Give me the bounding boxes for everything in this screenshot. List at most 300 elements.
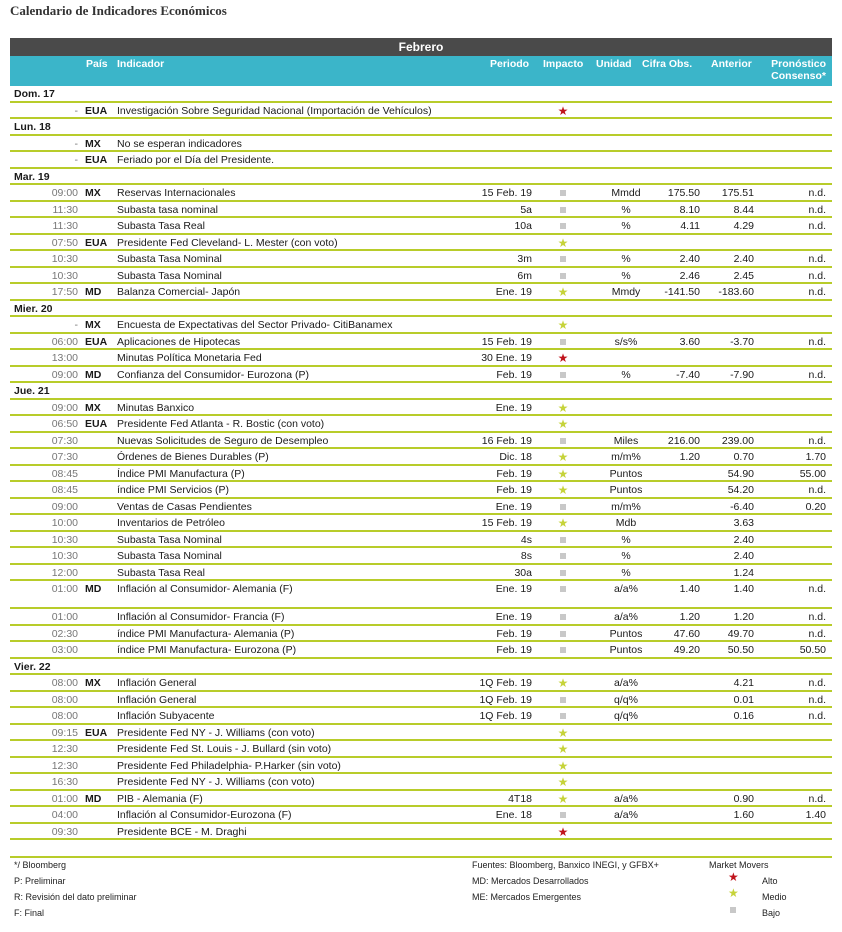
unit-cell: s/s% bbox=[614, 335, 638, 348]
table-row bbox=[10, 103, 832, 120]
period-cell: 1Q Feb. 19 bbox=[479, 710, 532, 722]
cifra-cell: 1.20 bbox=[679, 451, 700, 463]
impact-cell bbox=[556, 825, 570, 841]
unit-cell: a/a% bbox=[614, 583, 638, 595]
unit-cell: % bbox=[621, 368, 631, 381]
low-impact-square-icon bbox=[560, 438, 566, 444]
pronostico-cell: n.d. bbox=[808, 368, 826, 381]
indicator-cell: Ventas de Casas Pendientes bbox=[117, 500, 252, 513]
unit-cell: a/a% bbox=[614, 792, 638, 805]
pronostico-cell: n.d. bbox=[808, 583, 826, 595]
table-row bbox=[10, 136, 832, 153]
pronostico-cell: 1.70 bbox=[805, 451, 826, 463]
table-row bbox=[10, 824, 832, 841]
pronostico-cell: n.d. bbox=[808, 611, 826, 623]
impact-cell bbox=[556, 318, 570, 334]
footer-me: ME: Mercados Emergentes bbox=[472, 892, 582, 902]
unit-cell: a/a% bbox=[614, 677, 638, 689]
calendar-table bbox=[10, 38, 832, 840]
anterior-cell: 4.29 bbox=[733, 220, 754, 232]
indicator-cell: Presidente BCE - M. Draghi bbox=[117, 825, 247, 838]
indicator-cell: Encuesta de Expectativas del Sector Privado- CitiBanamex bbox=[117, 319, 393, 331]
table-row bbox=[10, 317, 832, 334]
unit-cell: % bbox=[621, 533, 631, 546]
anterior-cell: 1.20 bbox=[733, 611, 754, 623]
time-cell: 12:30 bbox=[51, 743, 78, 755]
period-cell: 10a bbox=[514, 220, 532, 232]
anterior-cell: 2.40 bbox=[733, 253, 754, 265]
indicator-cell: Órdenes de Bienes Durables (P) bbox=[117, 451, 269, 463]
low-impact-square-icon bbox=[560, 812, 566, 818]
indicator-cell: índice PMI Servicios (P) bbox=[117, 484, 230, 496]
impact-cell bbox=[556, 335, 570, 350]
unit-cell: q/q% bbox=[614, 710, 638, 722]
time-cell: 06:50 bbox=[51, 418, 78, 430]
anterior-cell: 54.20 bbox=[727, 484, 754, 496]
medium-impact-star-icon: ★ bbox=[557, 285, 569, 299]
table-row bbox=[10, 185, 832, 202]
pronostico-cell: n.d. bbox=[808, 434, 826, 447]
time-cell: 12:00 bbox=[51, 566, 78, 579]
indicator-cell: Subasta Tasa Nominal bbox=[117, 550, 222, 562]
high-impact-star-icon: ★ bbox=[557, 824, 569, 839]
medium-impact-star-icon: ★ bbox=[557, 742, 569, 756]
unit-cell: % bbox=[621, 253, 631, 265]
table-row bbox=[10, 482, 832, 499]
col-impacto: Impacto bbox=[543, 58, 584, 70]
table-row bbox=[10, 334, 832, 351]
table-row bbox=[10, 218, 832, 235]
country-cell: EUA bbox=[85, 335, 108, 348]
time-cell: 07:50 bbox=[51, 236, 78, 249]
indicator-cell: Investigación Sobre Seguridad Nacional (Importación de Vehículos) bbox=[117, 104, 432, 117]
period-cell: 3m bbox=[517, 253, 532, 265]
table-row bbox=[10, 202, 832, 219]
time-cell: 06:00 bbox=[51, 335, 78, 348]
anterior-cell: 50.50 bbox=[727, 644, 754, 656]
anterior-cell: 4.21 bbox=[733, 677, 754, 689]
country-cell: MD bbox=[85, 368, 102, 381]
impact-cell bbox=[556, 500, 570, 515]
period-cell: 1Q Feb. 19 bbox=[479, 693, 532, 706]
time-cell: - bbox=[74, 319, 78, 331]
impact-cell bbox=[556, 582, 570, 597]
unit-cell: q/q% bbox=[614, 693, 638, 706]
unit-cell: Puntos bbox=[609, 467, 643, 480]
indicator-cell: Inflación al Consumidor- Francia (F) bbox=[117, 611, 285, 623]
period-cell: 6m bbox=[517, 269, 532, 282]
table-row bbox=[10, 532, 832, 549]
low-impact-square-icon bbox=[560, 273, 566, 279]
low-impact-square-icon bbox=[560, 372, 566, 378]
pronostico-cell: n.d. bbox=[808, 253, 826, 265]
unit-cell: % bbox=[621, 566, 631, 579]
table-row bbox=[10, 758, 832, 775]
country-cell: MD bbox=[85, 286, 102, 298]
anterior-cell: -183.60 bbox=[718, 286, 754, 298]
time-cell: 10:30 bbox=[51, 550, 78, 562]
impact-cell bbox=[556, 368, 570, 383]
pronostico-cell: n.d. bbox=[808, 677, 826, 689]
table-row bbox=[10, 367, 832, 384]
indicator-cell: No se esperan indicadores bbox=[117, 137, 242, 150]
unit-cell: Puntos bbox=[609, 644, 643, 656]
period-cell: 30a bbox=[514, 566, 532, 579]
impact-cell bbox=[556, 566, 570, 581]
time-cell: 08:00 bbox=[51, 710, 78, 722]
pronostico-cell: n.d. bbox=[808, 220, 826, 232]
anterior-cell: 8.44 bbox=[733, 203, 754, 216]
country-cell: EUA bbox=[85, 726, 108, 739]
col-unidad: Unidad bbox=[596, 58, 632, 70]
period-cell: 15 Feb. 19 bbox=[481, 335, 532, 348]
table-row bbox=[10, 581, 832, 609]
time-cell: 09:00 bbox=[51, 368, 78, 381]
anterior-cell: -7.90 bbox=[730, 368, 754, 381]
country-cell: EUA bbox=[85, 154, 108, 166]
anterior-cell: 1.24 bbox=[733, 566, 754, 579]
low-impact-square-icon bbox=[560, 207, 566, 213]
time-cell: 01:00 bbox=[51, 611, 78, 623]
high-impact-star-icon: ★ bbox=[557, 103, 569, 118]
table-row bbox=[10, 466, 832, 483]
time-cell: 08:45 bbox=[51, 484, 78, 496]
impact-cell bbox=[556, 742, 570, 758]
medium-impact-star-icon: ★ bbox=[557, 318, 569, 332]
low-impact-square-icon bbox=[560, 697, 566, 703]
time-cell: 01:00 bbox=[51, 792, 78, 805]
period-cell: Feb. 19 bbox=[496, 467, 532, 480]
anterior-cell: 2.40 bbox=[733, 550, 754, 562]
time-cell: 13:00 bbox=[51, 352, 78, 364]
impact-cell bbox=[556, 808, 570, 823]
time-cell: 03:00 bbox=[51, 644, 78, 656]
indicator-cell: Subasta Tasa Nominal bbox=[117, 253, 222, 265]
indicator-cell: Subasta tasa nominal bbox=[117, 203, 218, 216]
cifra-cell: 8.10 bbox=[679, 203, 700, 216]
country-cell: MX bbox=[85, 401, 101, 414]
table-row bbox=[10, 675, 832, 692]
impact-cell bbox=[556, 269, 570, 284]
period-cell: 30 Ene. 19 bbox=[481, 352, 532, 364]
table-row bbox=[10, 626, 832, 643]
indicator-cell: Confianza del Consumidor- Eurozona (P) bbox=[117, 368, 310, 381]
anterior-cell: -3.70 bbox=[730, 335, 754, 348]
indicator-cell: Inventarios de Petróleo bbox=[117, 517, 225, 529]
indicator-cell: Aplicaciones de Hipotecas bbox=[117, 335, 241, 348]
pronostico-cell: n.d. bbox=[808, 484, 826, 496]
time-cell: 07:30 bbox=[51, 451, 78, 463]
time-cell: - bbox=[74, 104, 78, 117]
impact-cell bbox=[556, 610, 570, 625]
period-cell: Feb. 19 bbox=[496, 627, 532, 640]
time-cell: 12:30 bbox=[51, 759, 78, 772]
indicator-cell: Inflación General bbox=[117, 677, 197, 689]
anterior-cell: 49.70 bbox=[727, 627, 754, 640]
impact-cell bbox=[556, 401, 570, 417]
pronostico-cell: 1.40 bbox=[805, 809, 826, 821]
period-cell: Ene. 19 bbox=[495, 401, 532, 414]
impact-cell bbox=[556, 549, 570, 564]
impact-cell bbox=[556, 709, 570, 724]
day-label: Mier. 20 bbox=[10, 301, 832, 318]
time-cell: 07:30 bbox=[51, 434, 78, 447]
cifra-cell: 216.00 bbox=[667, 434, 700, 447]
medium-impact-star-icon: ★ bbox=[557, 775, 569, 789]
anterior-cell: -6.40 bbox=[730, 500, 754, 513]
unit-cell: m/m% bbox=[611, 451, 641, 463]
unit-cell: Mmdd bbox=[611, 187, 641, 199]
medium-impact-star-icon: ★ bbox=[557, 676, 569, 690]
period-cell: Ene. 19 bbox=[495, 286, 532, 298]
medium-impact-star-icon: ★ bbox=[557, 417, 569, 431]
indicator-cell: Presidente Fed St. Louis - J. Bullard (sin voto) bbox=[117, 743, 332, 755]
impact-cell bbox=[556, 792, 570, 808]
medium-impact-star-icon: ★ bbox=[557, 235, 569, 250]
indicator-cell: Presidente Fed Philadelphia- P.Harker (sin voto) bbox=[117, 759, 341, 772]
indicator-cell: Índice PMI Manufactura (P) bbox=[117, 467, 245, 480]
low-impact-square-icon bbox=[560, 504, 566, 510]
table-row bbox=[10, 400, 832, 417]
low-impact-square-icon bbox=[560, 647, 566, 653]
anterior-cell: 0.90 bbox=[733, 792, 754, 805]
indicator-cell: Subasta Tasa Nominal bbox=[117, 533, 222, 546]
table-row bbox=[10, 791, 832, 808]
time-cell: 02:30 bbox=[51, 627, 78, 640]
cifra-cell: -7.40 bbox=[676, 368, 700, 381]
cifra-cell: 2.40 bbox=[679, 253, 700, 265]
time-cell: 11:30 bbox=[52, 220, 78, 232]
low-impact-square-icon bbox=[560, 537, 566, 543]
impact-cell bbox=[556, 643, 570, 658]
page-title: Calendario de Indicadores Económicos bbox=[10, 3, 227, 18]
legend-medium-star-icon: ★ bbox=[728, 886, 739, 900]
table-row bbox=[10, 350, 832, 367]
indicator-cell: Minutas Banxico bbox=[117, 401, 195, 414]
pronostico-cell: n.d. bbox=[808, 203, 826, 216]
pronostico-cell: 50.50 bbox=[799, 644, 826, 656]
anterior-cell: 239.00 bbox=[721, 434, 754, 447]
anterior-cell: 2.45 bbox=[733, 269, 754, 282]
impact-cell bbox=[556, 726, 570, 742]
cifra-cell: 47.60 bbox=[673, 627, 700, 640]
unit-cell: Puntos bbox=[609, 627, 643, 640]
legend-low-square-icon bbox=[730, 907, 736, 913]
table-row bbox=[10, 807, 832, 824]
cifra-cell: -141.50 bbox=[664, 286, 700, 298]
table-row bbox=[10, 152, 832, 169]
pronostico-cell: n.d. bbox=[808, 187, 826, 199]
unit-cell: Mmdy bbox=[611, 286, 641, 298]
medium-impact-star-icon: ★ bbox=[557, 450, 569, 464]
table-header bbox=[10, 56, 832, 86]
impact-cell bbox=[556, 417, 570, 433]
period-cell: 4s bbox=[520, 533, 532, 546]
table-row bbox=[10, 774, 832, 791]
impact-cell bbox=[556, 104, 570, 120]
country-cell: MX bbox=[85, 137, 101, 150]
unit-cell: Puntos bbox=[609, 484, 643, 496]
col-indicador: Indicador bbox=[117, 58, 165, 70]
unit-cell: % bbox=[621, 220, 631, 232]
period-cell: 15 Feb. 19 bbox=[481, 517, 532, 529]
time-cell: 09:00 bbox=[51, 187, 78, 199]
unit-cell: % bbox=[621, 203, 631, 216]
country-cell: MD bbox=[85, 792, 102, 805]
cifra-cell: 1.20 bbox=[679, 611, 700, 623]
indicator-cell: Presidente Fed Cleveland- L. Mester (con voto) bbox=[117, 236, 338, 249]
pronostico-cell: n.d. bbox=[808, 286, 826, 298]
indicator-cell: Inflación General bbox=[117, 693, 197, 706]
table-row bbox=[10, 642, 832, 659]
indicator-cell: Presidente Fed Atlanta - R. Bostic (con voto) bbox=[117, 418, 325, 430]
footer-fuentes: Fuentes: Bloomberg, Banxico INEGI, y GFBX+ bbox=[472, 860, 659, 870]
table-row bbox=[10, 251, 832, 268]
time-cell: 08:00 bbox=[51, 677, 78, 689]
table-body bbox=[10, 86, 832, 840]
impact-cell bbox=[556, 676, 570, 692]
impact-cell bbox=[556, 434, 570, 449]
anterior-cell: 0.01 bbox=[733, 693, 754, 706]
legend-high-star-icon: ★ bbox=[728, 870, 739, 884]
impact-cell bbox=[556, 627, 570, 642]
pronostico-cell: n.d. bbox=[808, 269, 826, 282]
cifra-cell: 2.46 bbox=[679, 269, 700, 282]
impact-cell bbox=[556, 775, 570, 791]
period-cell: Feb. 19 bbox=[496, 644, 532, 656]
impact-cell bbox=[556, 219, 570, 234]
table-row bbox=[10, 692, 832, 709]
day-label: Dom. 17 bbox=[10, 86, 832, 103]
medium-impact-star-icon: ★ bbox=[557, 516, 569, 530]
time-cell: 10:30 bbox=[51, 253, 78, 265]
impact-cell bbox=[556, 236, 570, 252]
medium-impact-star-icon: ★ bbox=[557, 725, 569, 740]
time-cell: 17:50 bbox=[51, 286, 78, 298]
anterior-cell: 1.40 bbox=[733, 583, 754, 595]
note-bloomberg: */ Bloomberg bbox=[14, 860, 67, 870]
indicator-cell: PIB - Alemania (F) bbox=[117, 792, 203, 805]
indicator-cell: Minutas Política Monetaria Fed bbox=[117, 352, 262, 364]
cifra-cell: 1.40 bbox=[679, 583, 700, 595]
indicator-cell: Subasta Tasa Nominal bbox=[117, 269, 222, 282]
anterior-cell: 1.60 bbox=[733, 809, 754, 821]
period-cell: Ene. 18 bbox=[495, 809, 532, 821]
impact-cell bbox=[556, 252, 570, 267]
anterior-cell: 0.70 bbox=[733, 451, 754, 463]
period-cell: 15 Feb. 19 bbox=[481, 187, 532, 199]
pronostico-cell: n.d. bbox=[808, 693, 826, 706]
period-cell: 4T18 bbox=[508, 792, 532, 805]
country-cell: MD bbox=[85, 583, 102, 595]
table-row bbox=[10, 416, 832, 433]
month-bar: Febrero bbox=[10, 38, 832, 56]
pronostico-cell: n.d. bbox=[808, 335, 826, 348]
cifra-cell: 49.20 bbox=[673, 644, 700, 656]
period-cell: Ene. 19 bbox=[495, 500, 532, 513]
time-cell: 16:30 bbox=[51, 776, 78, 788]
indicator-cell: Presidente Fed NY - J. Williams (con voto) bbox=[117, 726, 315, 739]
impact-cell bbox=[556, 203, 570, 218]
time-cell: 09:15 bbox=[51, 726, 78, 739]
col-consenso: Consenso* bbox=[771, 70, 826, 82]
table-row bbox=[10, 609, 832, 626]
day-label: Vier. 22 bbox=[10, 659, 832, 676]
unit-cell: % bbox=[621, 550, 631, 562]
period-cell: 8s bbox=[520, 550, 532, 562]
medium-impact-star-icon: ★ bbox=[557, 758, 569, 773]
low-impact-square-icon bbox=[560, 713, 566, 719]
pronostico-cell: n.d. bbox=[808, 710, 826, 722]
low-impact-square-icon bbox=[560, 553, 566, 559]
table-row bbox=[10, 725, 832, 742]
pronostico-cell: 0.20 bbox=[805, 500, 826, 513]
table-row bbox=[10, 565, 832, 582]
medium-impact-star-icon: ★ bbox=[557, 791, 569, 806]
country-cell: MX bbox=[85, 187, 101, 199]
pronostico-cell: n.d. bbox=[808, 627, 826, 640]
low-impact-square-icon bbox=[560, 190, 566, 196]
indicator-cell: Inflación Subyacente bbox=[117, 710, 215, 722]
note-revision: R: Revisión del dato preliminar bbox=[14, 892, 137, 902]
footer-md: MD: Mercados Desarrollados bbox=[472, 876, 589, 886]
note-final: F: Final bbox=[14, 908, 45, 918]
time-cell: 10:30 bbox=[51, 533, 78, 546]
pronostico-cell: 55.00 bbox=[799, 467, 826, 480]
indicator-cell: Reservas Internacionales bbox=[117, 187, 236, 199]
time-cell: 09:00 bbox=[51, 401, 78, 414]
country-cell: MX bbox=[85, 677, 101, 689]
cifra-cell: 3.60 bbox=[679, 335, 700, 348]
note-preliminar: P: Preliminar bbox=[14, 876, 66, 886]
day-label: Mar. 19 bbox=[10, 169, 832, 186]
indicator-cell: Subasta Tasa Real bbox=[117, 220, 205, 232]
table-row bbox=[10, 449, 832, 466]
impact-cell bbox=[556, 533, 570, 548]
legend-bajo: Bajo bbox=[762, 908, 781, 918]
impact-cell bbox=[556, 759, 570, 775]
period-cell: Ene. 19 bbox=[495, 583, 532, 595]
impact-cell bbox=[556, 285, 570, 301]
indicator-cell: Balanza Comercial- Japón bbox=[117, 286, 241, 298]
period-cell: Dic. 18 bbox=[499, 451, 532, 463]
time-cell: 09:00 bbox=[51, 500, 78, 513]
period-cell: 5a bbox=[520, 203, 532, 216]
country-cell: EUA bbox=[85, 104, 108, 117]
indicator-cell: Presidente Fed NY - J. Williams (con voto) bbox=[117, 776, 315, 788]
indicator-cell: Subasta Tasa Real bbox=[117, 566, 205, 579]
pronostico-cell: n.d. bbox=[808, 792, 826, 805]
col-pais: País bbox=[86, 58, 108, 70]
day-label: Jue. 21 bbox=[10, 383, 832, 400]
time-cell: 10:00 bbox=[51, 517, 78, 529]
col-anterior: Anterior bbox=[711, 58, 752, 70]
unit-cell: a/a% bbox=[614, 809, 638, 821]
impact-cell bbox=[556, 516, 570, 532]
col-cifra: Cifra Obs. bbox=[642, 58, 693, 70]
period-cell: 16 Feb. 19 bbox=[481, 434, 532, 447]
impact-cell bbox=[556, 351, 570, 367]
indicator-cell: Inflación al Consumidor- Alemania (F) bbox=[117, 583, 293, 595]
col-pronostico: Pronóstico bbox=[771, 58, 826, 70]
anterior-cell: 54.90 bbox=[727, 467, 754, 480]
time-cell: 04:00 bbox=[51, 809, 78, 821]
medium-impact-star-icon: ★ bbox=[557, 483, 569, 497]
period-cell: 1Q Feb. 19 bbox=[479, 677, 532, 689]
country-cell: EUA bbox=[85, 236, 108, 249]
time-cell: 09:30 bbox=[51, 825, 78, 838]
legend-alto: Alto bbox=[762, 876, 778, 886]
